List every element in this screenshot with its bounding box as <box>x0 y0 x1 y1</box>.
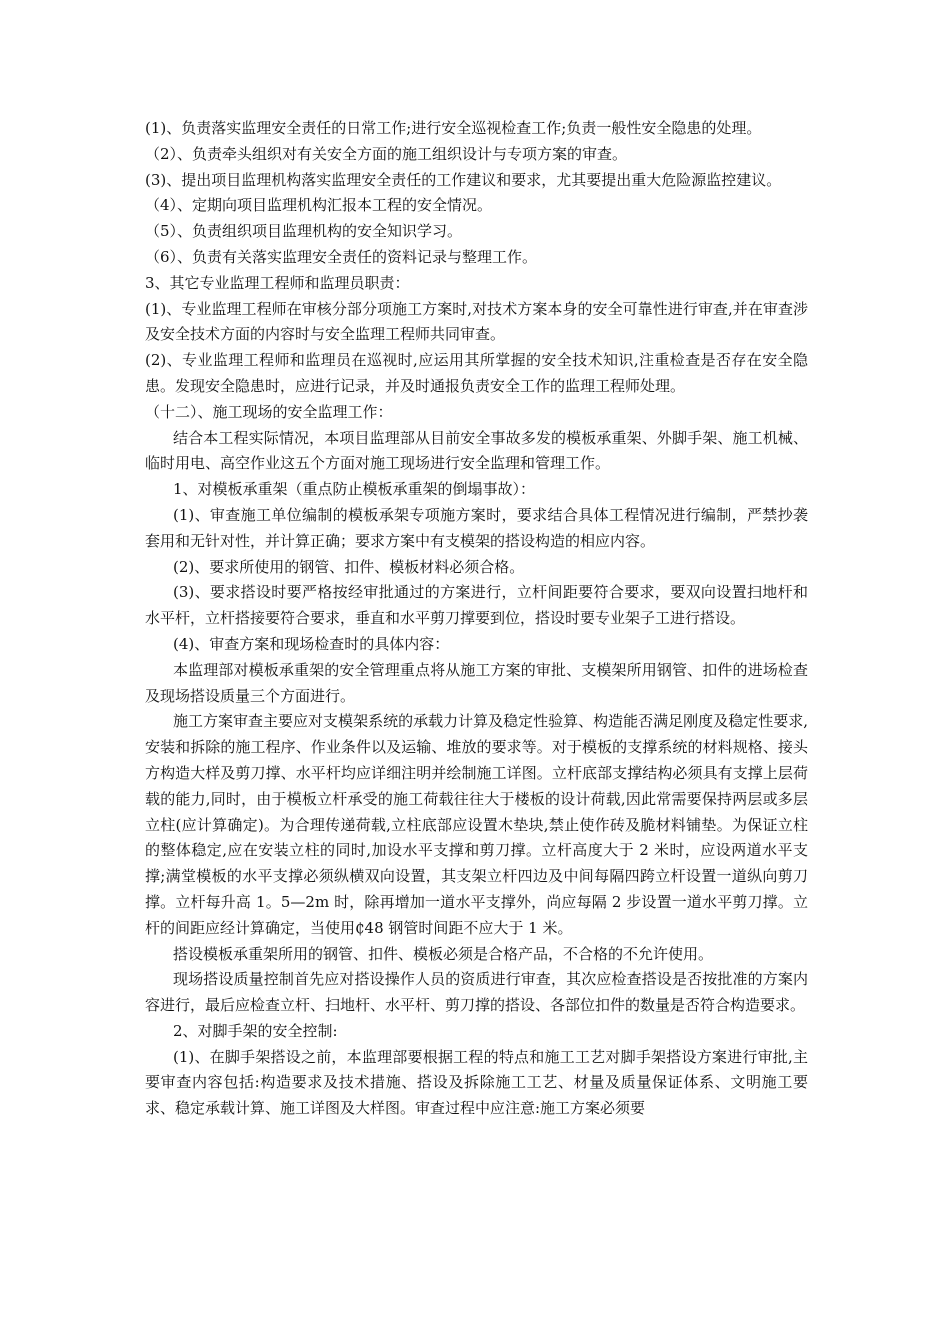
paragraph: （5）、负责组织项目监理机构的安全知识学习。 <box>145 222 463 241</box>
paragraph: (4)、审查方案和现场检查时的具体内容： <box>173 634 450 653</box>
paragraph: (3)、要求搭设时要严格按经审批通过的方案进行，立杆间距要符合要求，要双向设置扫地杆和水平杆，立杆搭接要符合要求，垂直和水平剪刀撑要到位，搭设时要专业架子工进行搭设。 <box>145 583 808 628</box>
paragraph: (1)、专业监理工程师在审核分部分项施工方案时,对技术方案本身的安全可靠性进行审查,并在审查涉及安全技术方面的内容时与安全监理工程师共同审查。 <box>145 299 808 344</box>
document-page <box>145 116 808 1122</box>
section-heading: 1、对模板承重架（重点防止模板承重架的倒塌事故）： <box>173 480 536 499</box>
paragraph: 本监理部对模板承重架的安全管理重点将从施工方案的审批、支模架所用钢管、扣件的进场检查及现场搭设质量三个方面进行。 <box>145 660 808 705</box>
paragraph: （4）、定期向项目监理机构汇报本工程的安全情况。 <box>145 196 493 215</box>
section-heading: 2、对脚手架的安全控制: <box>173 1021 338 1040</box>
paragraph: (3)、提出项目监理机构落实监理安全责任的工作建议和要求，尤其要提出重大危险源监控建议。 <box>145 170 782 189</box>
section-heading: （十二）、施工现场的安全监理工作： <box>145 402 393 421</box>
paragraph: （2）、负责牵头组织对有关安全方面的施工组织设计与专项方案的审查。 <box>145 144 628 163</box>
paragraph: 施工方案审查主要应对支模架系统的承载力计算及稳定性验算、构造能否满足刚度及稳定性要求,安装和拆除的施工程序、作业条件以及运输、堆放的要求等。对于模板的支撑系统的材料规格、接头方构造大样及剪刀撑、水平杆均应详细注明并绘制施工详图。立杆底部支撑结构必须具有支撑上层荷载的能力,同时，由于模板立杆承受的施工荷载往往大于楼板的设计荷载,因此常需要保持两层或多层立柱(应计算确定)。为合理传递荷载,立柱底部应设置木垫块,禁止使作砖及脆材料铺垫。为保证立柱的整体稳定,应在安装立柱的同时,加设水平支撑和剪刀撑。立杆高度大于 2 米时，应设两道水平支撑;满堂模板的水平支撑必须纵横双向设置，其支架立杆四边及中间每隔四跨立杆设置一道纵向剪刀撑。立杆每升高 1。5—2m 时，除再增加一道水平支撑外，尚应每隔 2 步设置一道水平剪刀撑。立杆的间距应经计算确定，当使用₵48 钢管时间距不应大于 1 米。 <box>145 712 808 937</box>
paragraph: 现场搭设质量控制首先应对搭设操作人员的资质进行审查，其次应检查搭设是否按批准的方案内容进行，最后应检查立杆、扫地杆、水平杆、剪刀撑的搭设、各部位扣件的数量是否符合构造要求。 <box>145 970 808 1015</box>
paragraph: (2)、要求所使用的钢管、扣件、模板材料必须合格。 <box>173 557 525 576</box>
paragraph: (1)、在脚手架搭设之前，本监理部要根据工程的特点和施工工艺对脚手架搭设方案进行审批,主要审查内容包括:构造要求及技术措施、搭设及拆除施工工艺、材量及质量保证体系、文明施工要求、稳定承载计算、施工详图及大样图。审查过程中应注意:施工方案必须要 <box>145 1047 808 1118</box>
paragraph: (1)、审查施工单位编制的模板承架专项施方案时，要求结合具体工程情况进行编制，严禁抄袭套用和无针对性，并计算正确；要求方案中有支模架的搭设构造的相应内容。 <box>145 505 808 550</box>
paragraph: 结合本工程实际情况，本项目监理部从目前安全事故多发的模板承重架、外脚手架、施工机械、临时用电、高空作业这五个方面对施工现场进行安全监理和管理工作。 <box>145 428 808 473</box>
paragraph: 搭设模板承重架所用的钢管、扣件、模板必须是合格产品，不合格的不允许使用。 <box>173 944 714 963</box>
paragraph: （6）、负责有关落实监理安全责任的资料记录与整理工作。 <box>145 247 538 266</box>
section-heading: 3、其它专业监理工程师和监理员职责： <box>145 273 410 292</box>
paragraph: (1)、负责落实监理安全责任的日常工作;进行安全巡视检查工作;负责一般性安全隐患的处理。 <box>145 119 762 137</box>
paragraph: (2)、专业监理工程师和监理员在巡视时,应运用其所掌握的安全技术知识,注重检查是否存在安全隐患。发现安全隐患时，应进行记录，并及时通报负责安全工作的监理工程师处理。 <box>145 351 808 395</box>
